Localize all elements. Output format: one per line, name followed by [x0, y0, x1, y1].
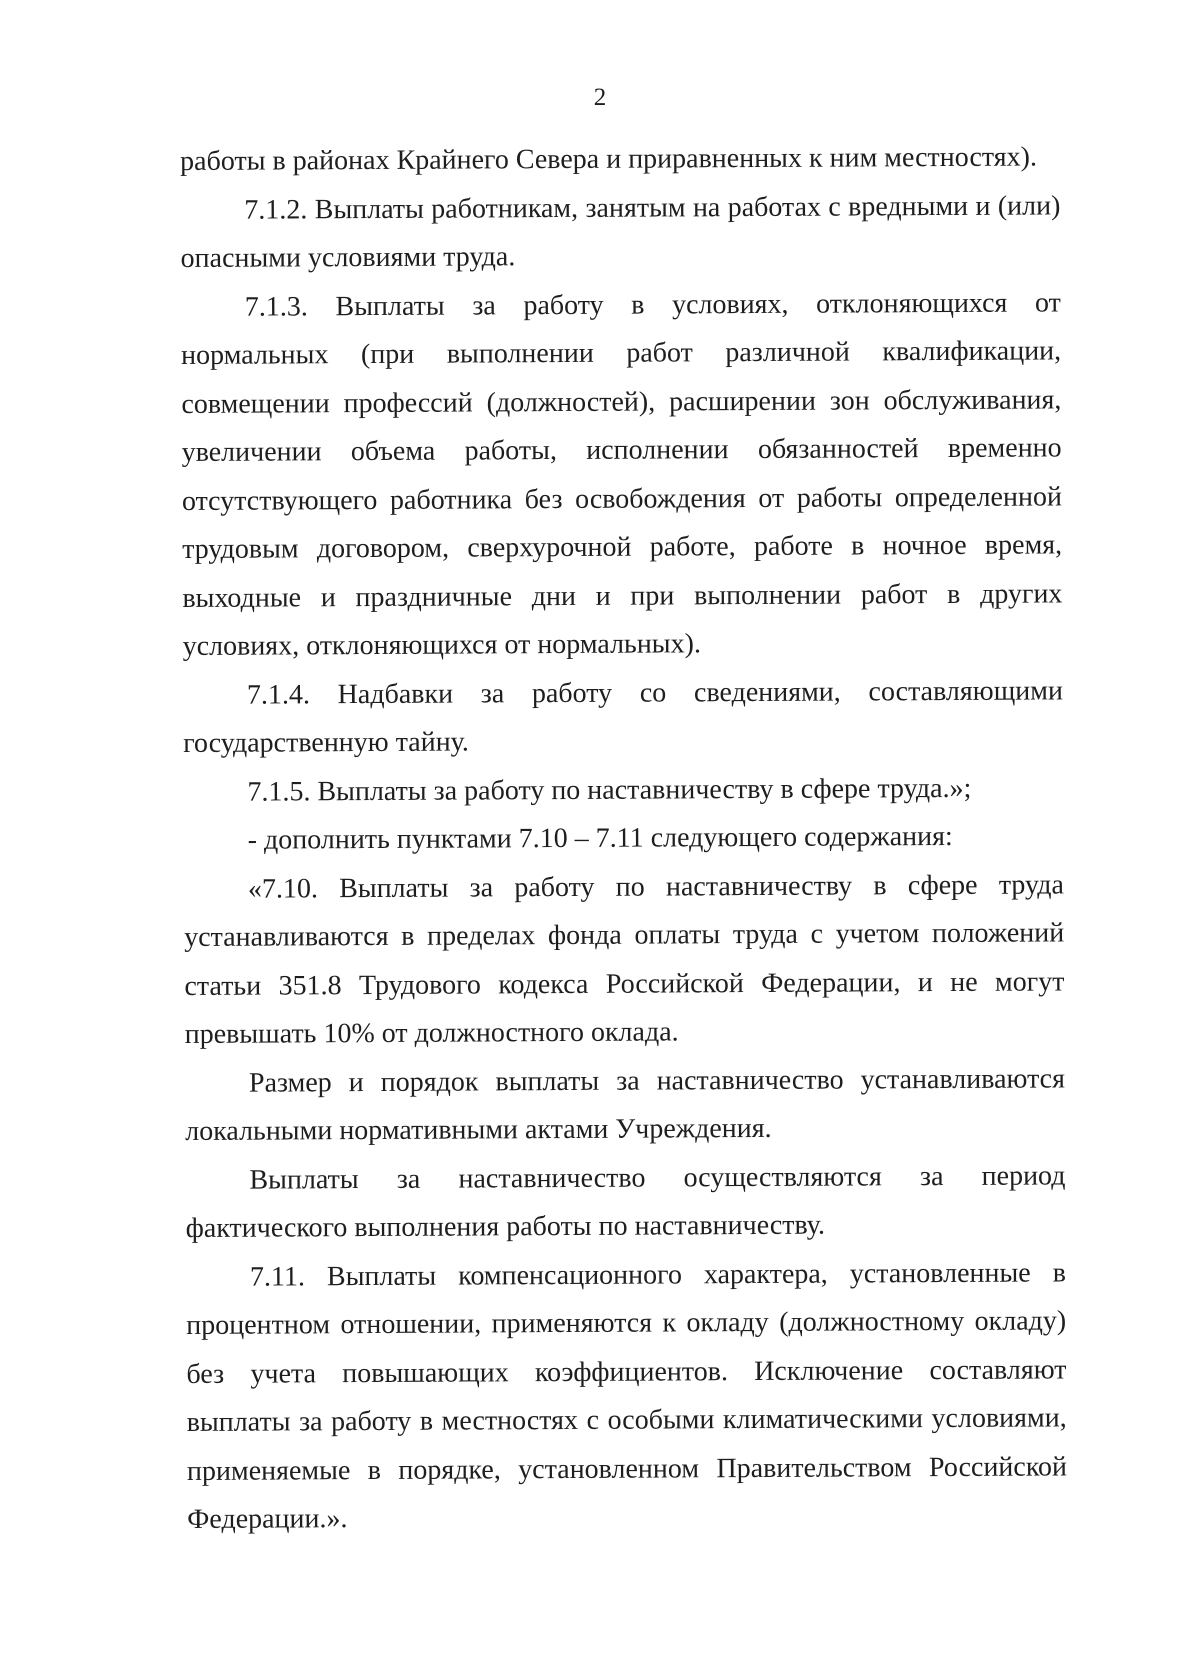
- paragraph-7-1-4: 7.1.4. Надбавки за работу со сведениями, составляющими государственную тайну.: [183, 674, 1063, 759]
- paragraph-7-10: «7.10. Выплаты за работу по наставничеству в сфере труда устанавливаются в пределах фонда оплаты труда с учетом положений статьи 351.8 Трудового кодекса Российской Федерации, и не могут превышать 10% от должностного оклада.: [184, 868, 1065, 1050]
- paragraph-7-1-2: 7.1.2. Выплаты работникам, занятым на работах с вредными и (или) опасными условиями труда.: [180, 189, 1061, 274]
- paragraph-amendment-intro: - дополнить пунктами 7.10 – 7.11 следующего содержания:: [247, 820, 953, 856]
- page-number: 2: [593, 84, 607, 111]
- paragraph-7-1-5: 7.1.5. Выплаты за работу по наставничеству в сфере труда.»;: [247, 772, 972, 808]
- paragraph-mentoring-period: Выплаты за наставничество осуществляются за период фактического выполнения работы по наставничеству.: [185, 1159, 1066, 1244]
- paragraph-7-1-3: 7.1.3. Выплаты за работу в условиях, отклоняющихся от нормальных (при выполнении работ различной квалификации, совмещении профессий (должностей), расширении зон обслуживания, увеличении объема работы, исполнении обязанностей временно отсутствующего работника без освобождения от работы определенной трудовым договором, сверхурочной работе, работе в ночное время, выходные и праздничные дни и при выполнении работ в других условиях, отклоняющихся от нормальных).: [181, 286, 1063, 662]
- paragraph-mentoring-order: Размер и порядок выплаты за наставничество устанавливаются локальными нормативными актами Учреждения.: [185, 1062, 1066, 1147]
- document-body: [180, 133, 1067, 1544]
- paragraph-continuation: работы в районах Крайнего Севера и приравненных к ним местностях).: [180, 141, 1038, 177]
- paragraph-7-11: 7.11. Выплаты компенсационного характера, установленные в процентном отношении, применяются к окладу (должностному окладу) без учета повышающих коэффициентов. Исключение составляют выплаты за работу в местностях с особыми климатическими условиями, применяемые в порядке, установленном Правительством Российской Федерации.».: [186, 1256, 1068, 1535]
